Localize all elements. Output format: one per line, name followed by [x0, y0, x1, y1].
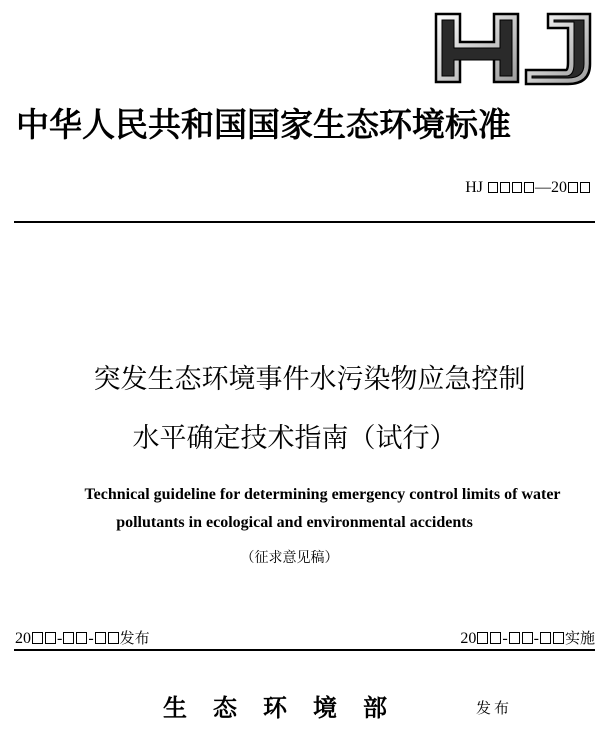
publish-suffix: 发布 [119, 629, 150, 647]
placeholder-box [477, 632, 488, 644]
placeholder-box [540, 632, 551, 644]
logo-letter-h [436, 14, 518, 82]
placeholder-box [32, 632, 43, 644]
placeholder-box [553, 632, 564, 644]
placeholder-box [500, 182, 510, 193]
document-title-line-2: 水平确定技术指南（试行） [132, 423, 457, 454]
implement-date [460, 628, 595, 649]
placeholder-box [76, 632, 87, 644]
issuer-name: 生态环境部 [163, 693, 413, 722]
implement-suffix: 实施 [564, 629, 595, 647]
draft-note: （征求意见稿） [240, 550, 339, 566]
placeholder-box [509, 632, 520, 644]
hj-logo [430, 8, 600, 88]
placeholder-box [488, 182, 498, 193]
date-separator: - [57, 630, 63, 647]
date-separator: - [502, 630, 508, 647]
placeholder-box [522, 632, 533, 644]
logo-text: HJ [430, 8, 432, 9]
standard-number [465, 178, 591, 198]
date-separator: - [533, 630, 539, 647]
english-title-line-1: Technical guideline for determining emergency control limits of water [84, 486, 561, 503]
date-separator: - [88, 630, 94, 647]
placeholder-box [580, 182, 590, 193]
top-divider [14, 221, 595, 223]
placeholder-box [63, 632, 74, 644]
bottom-divider [14, 649, 595, 651]
placeholder-box [490, 632, 501, 644]
placeholder-box [512, 182, 522, 193]
english-title-line-2: pollutants in ecological and environmental accidents [116, 514, 473, 531]
std-number-dash: —20 [535, 179, 567, 196]
placeholder-box [108, 632, 119, 644]
logo-letter-j [526, 14, 590, 84]
placeholder-box [95, 632, 106, 644]
placeholder-box [568, 182, 578, 193]
std-number-prefix: HJ [465, 179, 487, 196]
year-prefix: 20 [460, 630, 477, 647]
issuer-action: 发布 [476, 699, 513, 717]
year-prefix: 20 [15, 630, 31, 647]
standard-category-title: 中华人民共和国国家生态环境标准 [16, 105, 511, 144]
placeholder-box [45, 632, 56, 644]
publish-date [15, 628, 150, 649]
placeholder-box [524, 182, 534, 193]
document-title-line-1: 突发生态环境事件水污染物应急控制 [93, 364, 526, 395]
